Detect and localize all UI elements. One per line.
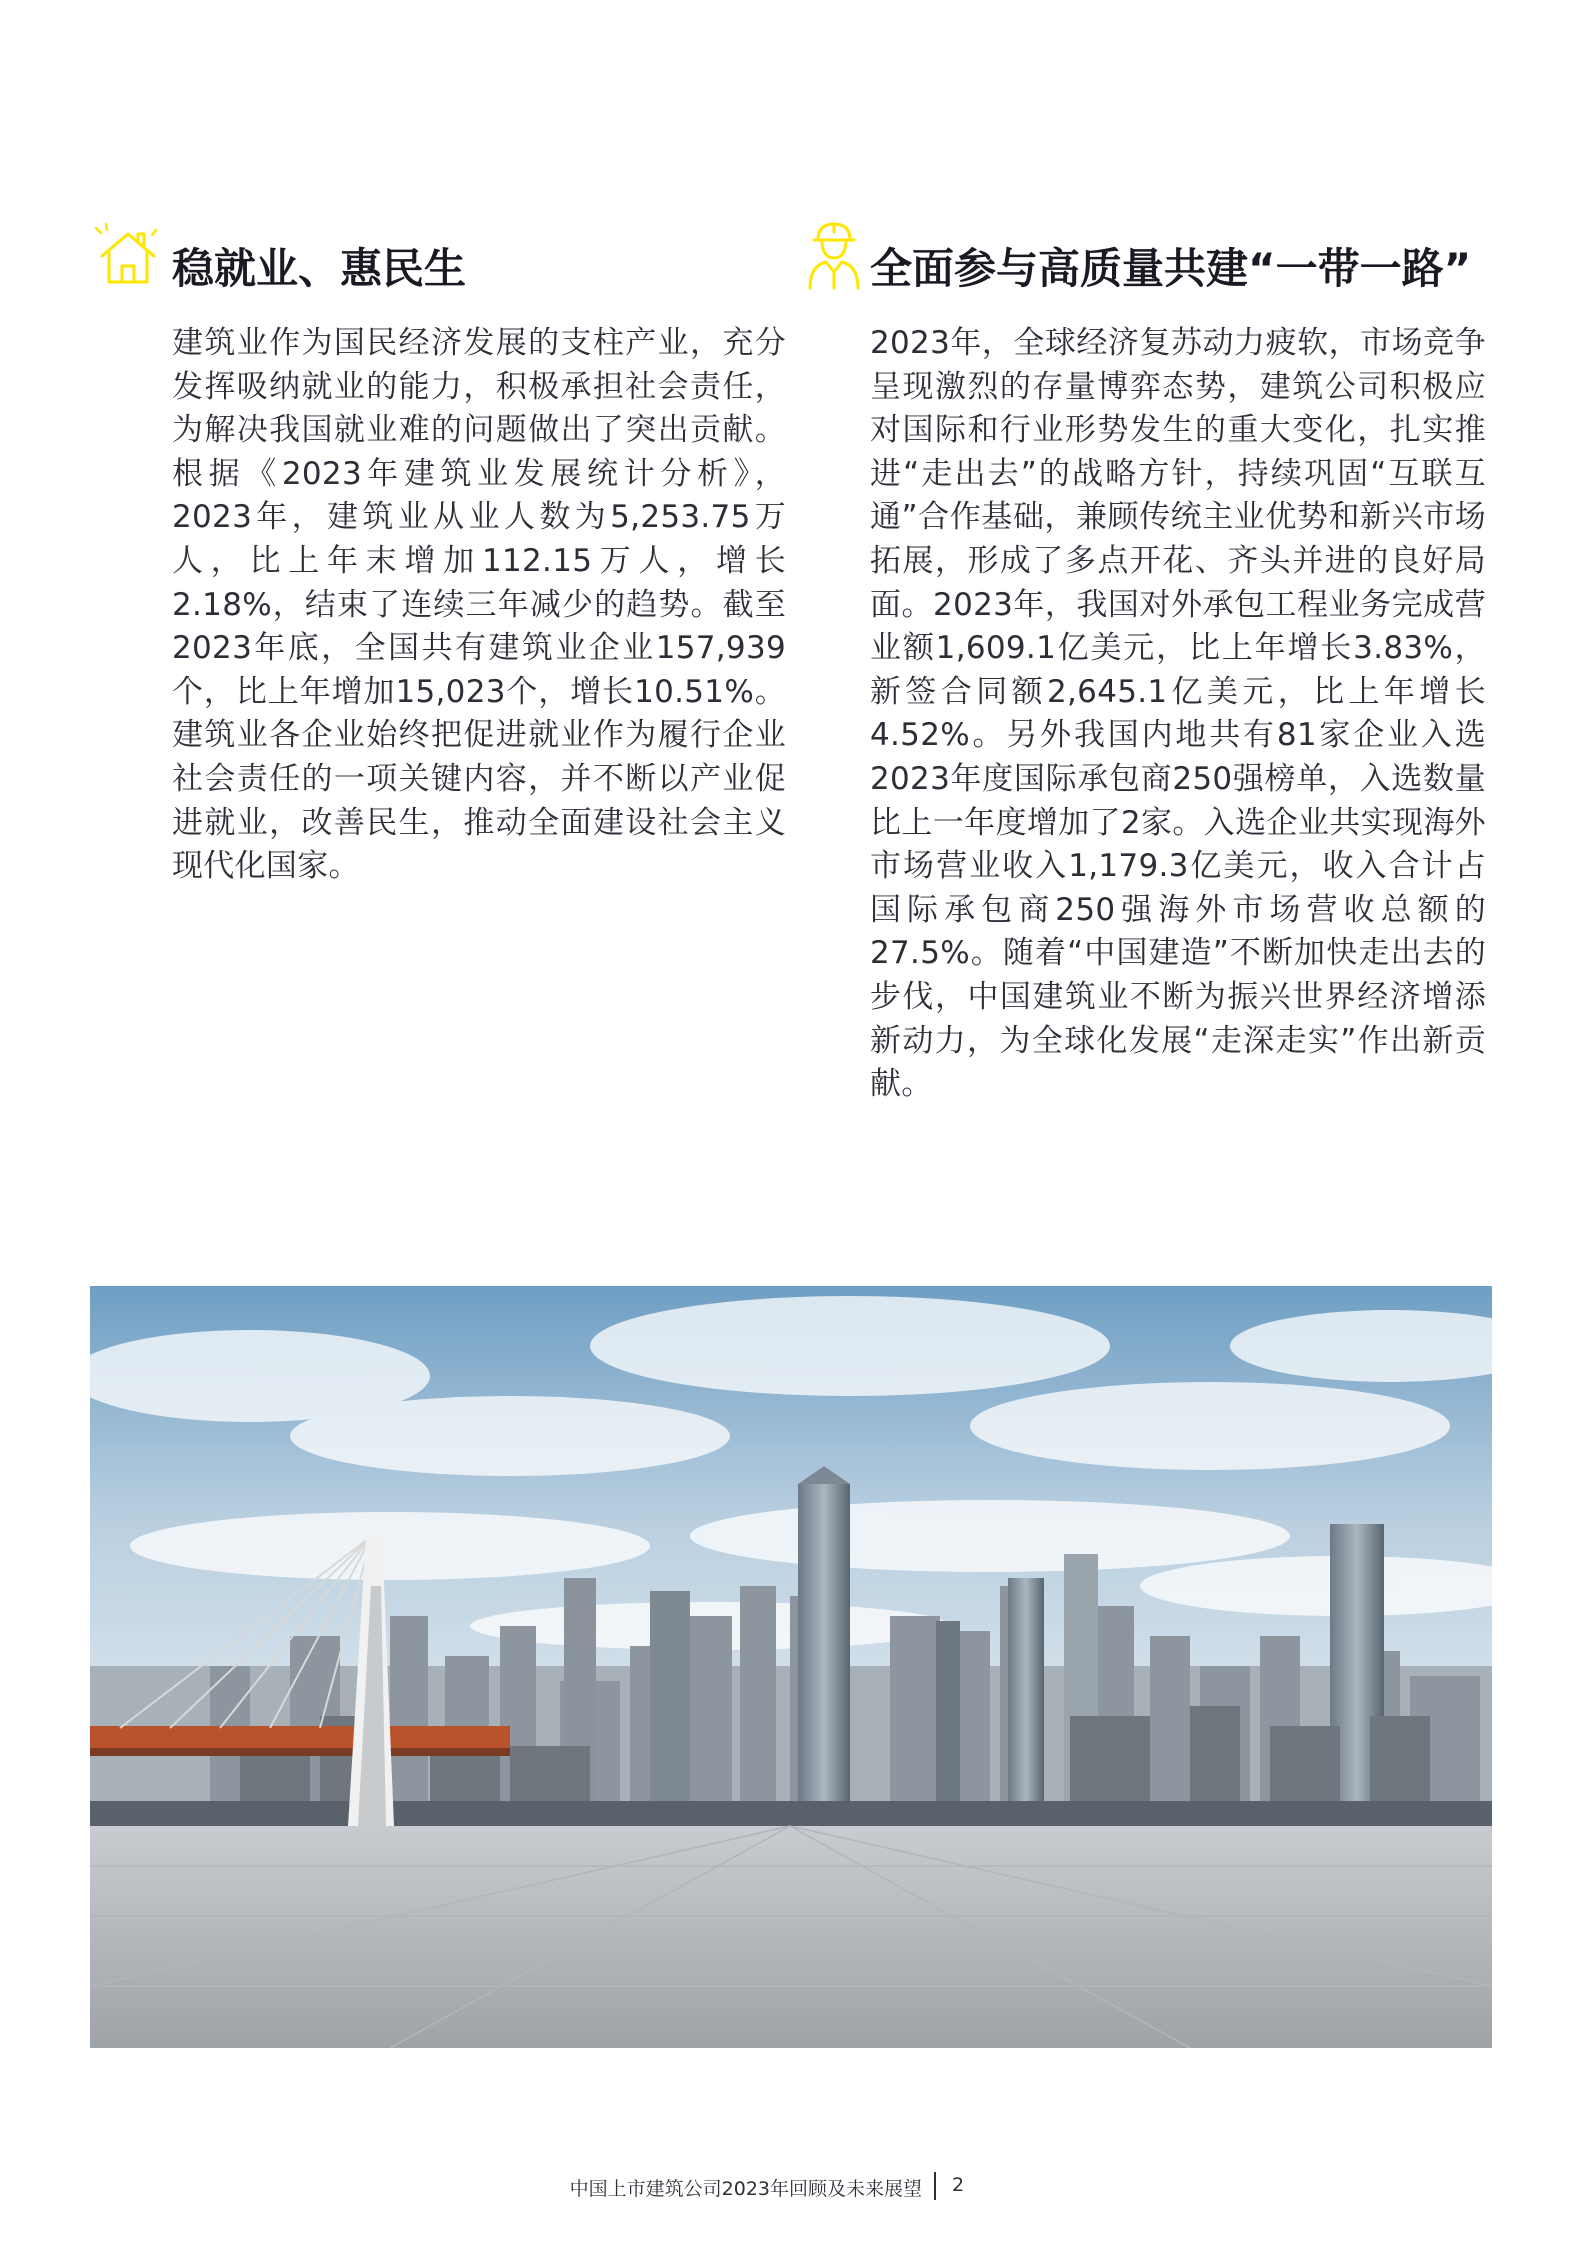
worker-icon [806,218,862,290]
paragraph-employment: 建筑业作为国民经济发展的支柱产业，充分发挥吸纳就业的能力，积极承担社会责任，为解决我国就业难的问题做出了突出贡献。根据《2023年建筑业发展统计分析》，2023年，建筑业从业人数为5,253.75万人，比上年末增加112.15万人，增长2.18%，结束了连续三年减少的趋势。截至2023年底，全国共有建筑业企业157,939个，比上年增加15,023个，增长10.51%。建筑业各企业始终把促进就业作为履行企业社会责任的一项关键内容，并不断以产业促进就业，改善民生，推动全面建设社会主义现代化国家。 [172,325,786,885]
footer [0,2170,1586,2206]
footer-title: 中国上市建筑公司2023年回顾及未来展望 [569,2178,922,2200]
page-number: 2 [952,2174,965,2196]
footer-divider [934,2172,936,2200]
city-skyline-photo [90,1286,1492,2048]
section-title-employment: 稳就业、惠民生 [172,244,467,293]
section-title-belt-and-road: 全面参与高质量共建“一带一路” [870,244,1472,293]
paragraph-belt-and-road: 2023年，全球经济复苏动力疲软，市场竞争呈现激烈的存量博弈态势，建筑公司积极应对国际和行业形势发生的重大变化，扎实推进“走出去”的战略方针，持续巩固“互联互通”合作基础，兼顾传统主业优势和新兴市场拓展，形成了多点开花、齐头并进的良好局面。2023年，我国对外承包工程业务完成营业额1,609.1亿美元，比上年增长3.83%，新签合同额2,645.1亿美元，比上年增长4.52%。另外我国内地共有81家企业入选2023年度国际承包商250强榜单，入选数量比上一年度增加了2家。入选企业共实现海外市场营业收入1,179.3亿美元，收入合计占国际承包商250强海外市场营收总额的27.5%。随着“中国建造”不断加快走出去的步伐，中国建筑业不断为振兴世界经济增添新动力，为全球化发展“走深走实”作出新贡献。 [870,325,1486,1103]
house-icon [92,222,164,290]
